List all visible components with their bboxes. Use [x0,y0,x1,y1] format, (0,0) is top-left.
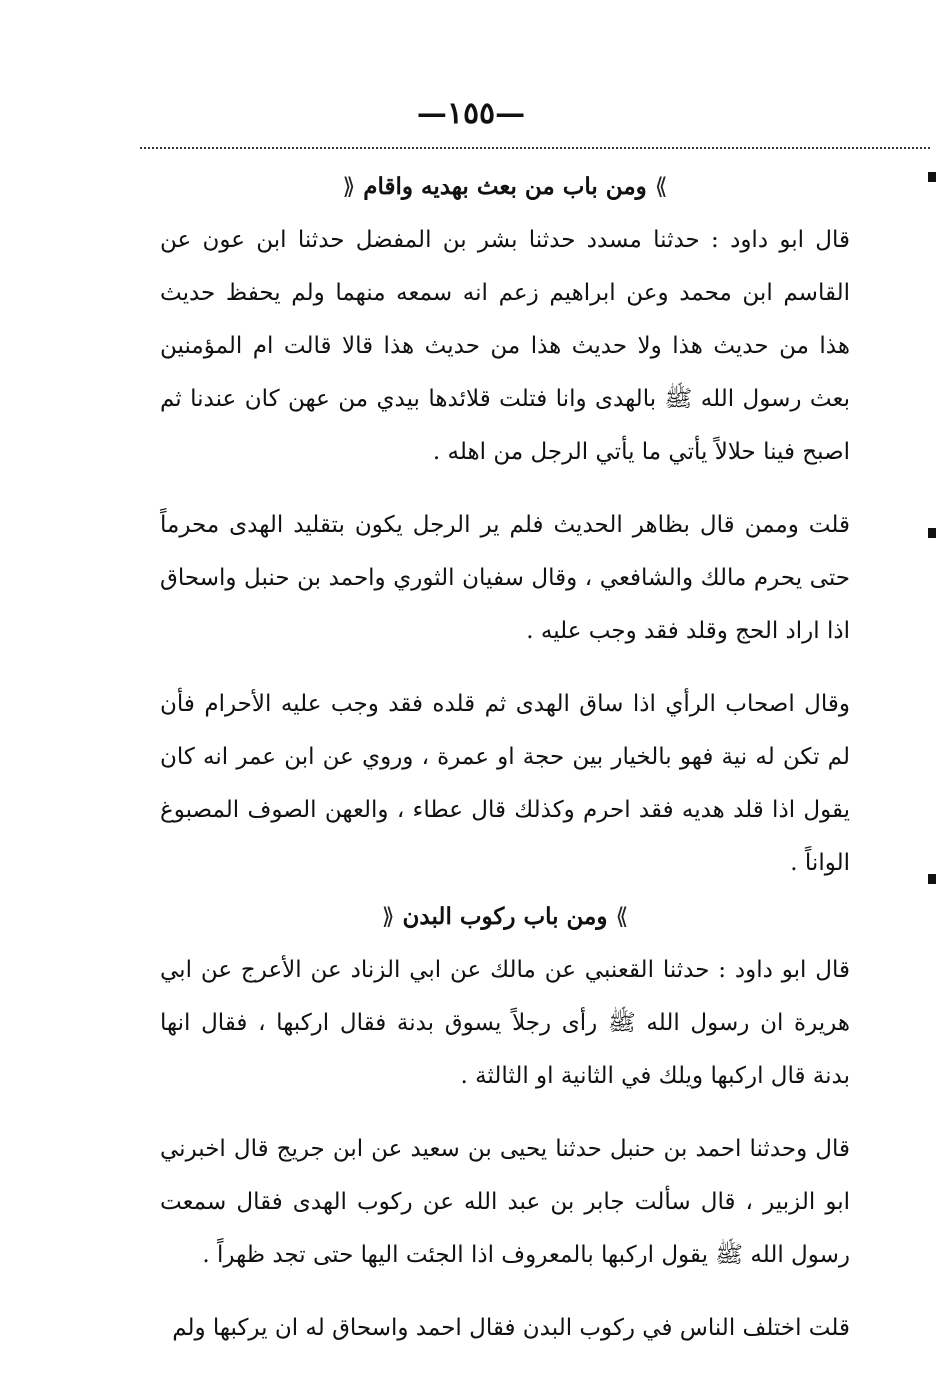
paragraph: قلت اختلف الناس في ركوب البدن فقال احمد واسحاق له ان يركبها ولم [172,1315,850,1341]
paragraph: قلت وممن قال بظاهر الحديث فلم ير الرجل يكون بتقليد الهدى محرماً حتى يحرم مالك والشافعي ، وقال سفيان الثوري واحمد بن حنبل واسحاق اذا اراد الحج وقلد فقد وجب عليه . [160,512,850,644]
ornament-icon: ⟪ [342,174,356,200]
margin-mark [928,172,936,182]
ornament-icon: ⟫ [615,904,629,930]
paragraph: قال وحدثنا احمد بن حنبل حدثنا يحيى بن سعيد عن ابن جريج قال اخبرني ابو الزبير ، قال سألت جابر بن عبد الله عن ركوب الهدى فقال سمعت رسول الله ﷺ يقول اركبها بالمعروف اذا الجئت اليها حتى تجد ظهراً . [160,1136,850,1268]
ornament-icon: ⟫ [654,174,668,200]
section-heading [160,160,850,214]
section-heading-text: ومن باب ركوب البدن [402,903,608,930]
body-text [160,160,850,1375]
header-divider [140,147,930,149]
margin-mark [928,874,936,884]
paragraph: قال ابو داود : حدثنا مسدد حدثنا بشر بن المفضل حدثنا ابن عون عن القاسم ابن محمد وعن ابراهيم زعم انه سمعه منهما ولم يحفظ حديث هذا من حديث هذا ولا حديث هذا من حديث هذا قالا قالت ام المؤمنين بعث رسول الله ﷺ بالهدى وانا فتلت قلائدها بيدي من عهن كان عندنا ثم اصبح فينا حلالاً يأتي ما يأتي الرجل من اهله . [160,227,850,465]
section-heading [160,890,850,944]
page-number: —١٥٥— [416,96,526,131]
paragraph: قال ابو داود : حدثنا القعنبي عن مالك عن ابي الزناد عن الأعرج عن ابي هريرة ان رسول الله ﷺ رأى رجلاً يسوق بدنة فقال اركبها ، فقال انها بدنة قال اركبها ويلك في الثانية او الثالثة . [160,957,850,1089]
ornament-icon: ⟪ [381,904,395,930]
margin-mark [928,528,936,538]
paragraph: وقال اصحاب الرأي اذا ساق الهدى ثم قلده فقد وجب عليه الأحرام فأن لم تكن له نية فهو بالخيار بين حجة او عمرة ، وروي عن ابن عمر انه كان يقول اذا قلد هديه فقد احرم وكذلك قال عطاء ، والعهن الصوف المصبوغ الواناً . [160,691,850,876]
section-heading-text: ومن باب من بعث بهديه واقام [363,173,647,200]
